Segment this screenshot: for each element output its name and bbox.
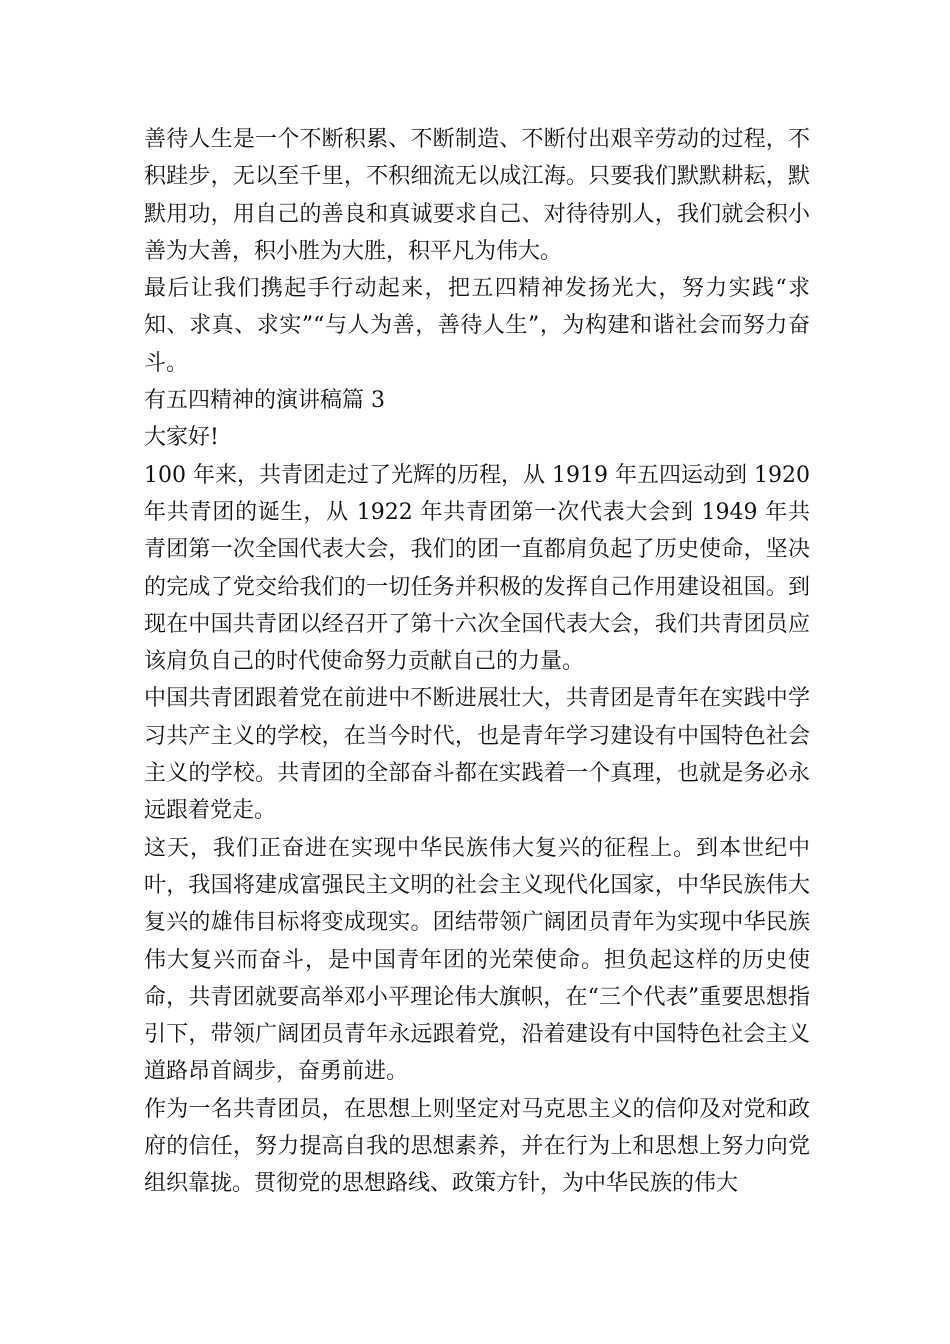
paragraph-history: 100 年来，共青团走过了光辉的历程，从 1919 年五四运动到 1920 年共青团的诞生，从 1922 年共青团第一次代表大会到 1949 年共青团第一次全国代表大会，我们的团一直都肩负起了历史使命，坚决的完成了党交给我们的一切任务并积极的发挥自己作用建设祖国。到现在中国共青团以经召开了第十六次全国代表大会，我们共青团员应该肩负自己的时代使命努力贡献自己的力量。: [144, 462, 810, 675]
paragraph-development: 中国共青团跟着党在前进中不断进展壮大，共青团是青年在实践中学习共产主义的学校，在当今时代，也是青年学习建设有中国特色社会主义的学校。共青团的全部奋斗都在实践着一个真理，也就是务必永远跟着党走。: [144, 686, 810, 824]
section-heading: 有五四精神的演讲稿篇 3: [144, 388, 385, 414]
paragraph-kindness: 善待人生是一个不断积累、不断制造、不断付出艰辛劳动的过程，不积跬步，无以至千里，不积细流无以成江海。只要我们默默耕耘，默默用功，用自己的善良和真诚要求自己、对待待别人，我们就会积小善为大善，积小胜为大胜，积平凡为伟大。: [144, 127, 810, 264]
paragraph-member-duty: 作为一名共青团员，在思想上则坚定对马克思主义的信仰及对党和政府的信任，努力提高自我的思想素养，并在行为上和思想上努力向党组织靠拢。贯彻党的思想路线、政策方针，为中华民族的伟大: [144, 1096, 810, 1197]
greeting: 大家好!: [144, 425, 219, 451]
paragraph-call-to-action: 最后让我们携起手行动起来，把五四精神发扬光大，努力实践“求知、求真、求实”“与人为善，善待人生”，为构建和谐社会而努力奋斗。: [144, 276, 810, 376]
document-body: [144, 121, 810, 1203]
paragraph-mission: 这天，我们正奋进在实现中华民族伟大复兴的征程上。到本世纪中叶，我国将建成富强民主文明的社会主义现代化国家，中华民族伟大复兴的雄伟目标将变成现实。团结带领广阔团员青年为实现中华民族伟大复兴而奋斗，是中国青年团的光荣使命。担负起这样的历史使命，共青团就要高举邓小平理论伟大旗帜，在“三个代表”重要思想指引下，带领广阔团员青年永远跟着党，沿着建设有中国特色社会主义道路昂首阔步，奋勇前进。: [144, 835, 810, 1085]
